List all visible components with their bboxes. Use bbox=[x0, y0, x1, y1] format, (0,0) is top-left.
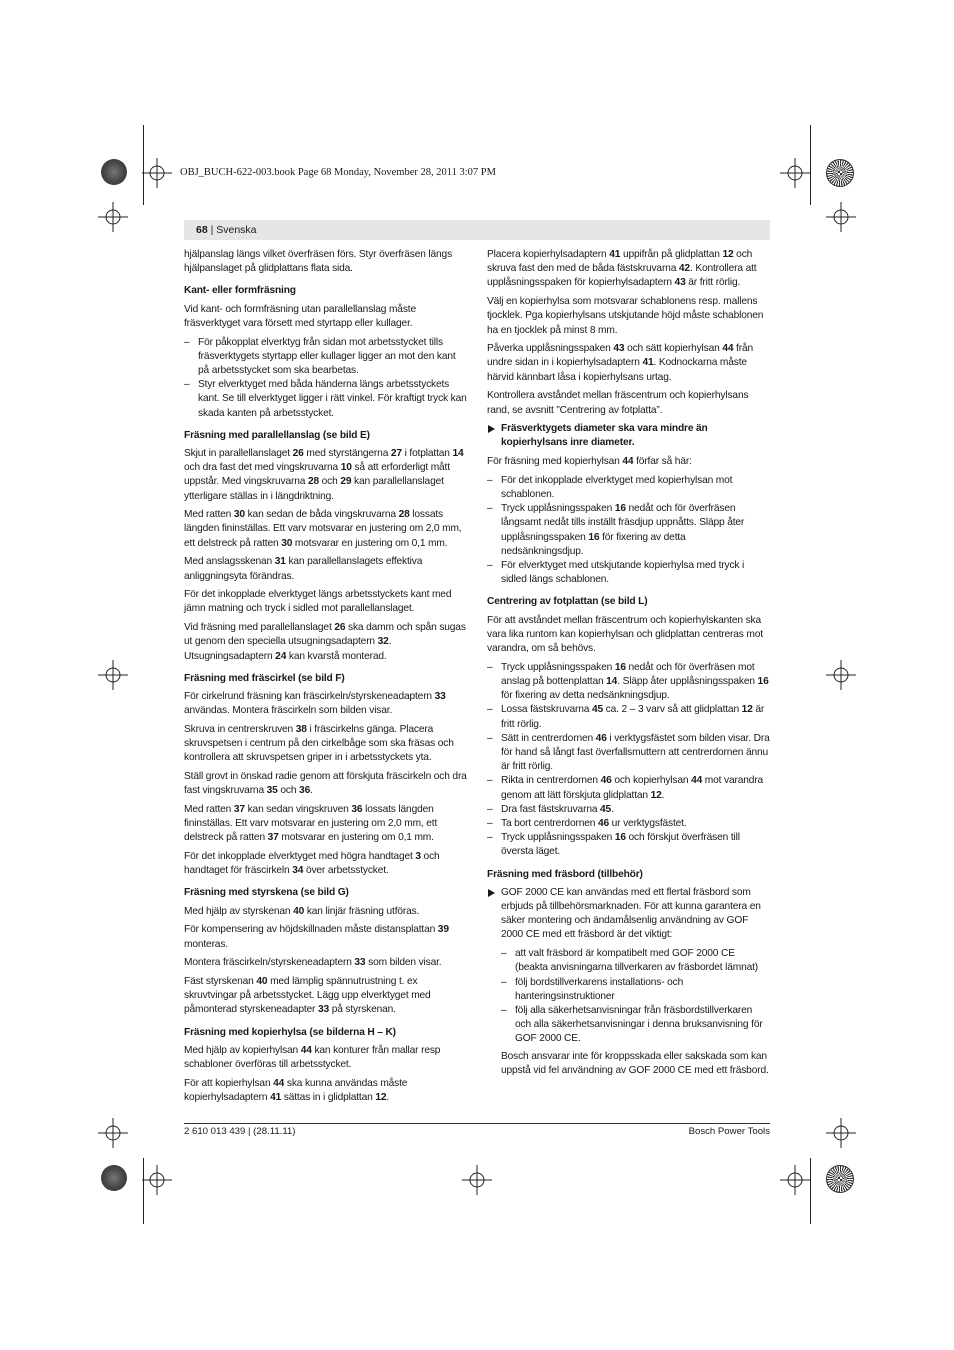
section-heading: Fräsning med fräsbord (tillbehör) bbox=[487, 868, 643, 880]
page-number: 68 bbox=[196, 224, 208, 236]
paragraph: Välj en kopierhylsa som motsvarar schablonens resp. mallens tjocklek. Pga kopierhylsans utskjutande höjd måste schablonen ha en tjocklek på minst 8 mm. bbox=[487, 296, 764, 336]
paragraph: Ställ grovt in önskad radie genom att förskjuta fräscirkeln och dra fast vingskruvarna 35 och 36. bbox=[184, 771, 467, 797]
warning-note: Fräsverktygets diameter ska vara mindre än kopierhylsans inre diameter. bbox=[487, 422, 770, 450]
bullet-list bbox=[184, 336, 467, 421]
paragraph: Kontrollera avståndet mellan fräscentrum och kopierhylsans rand, se avsnitt ”Centrering av fotplatta”. bbox=[487, 390, 749, 416]
bullet-list bbox=[487, 661, 770, 860]
warning-note: GOF 2000 CE kan användas med ett flertal fräsbord som erbjuds på tillbehörsmarknaden. För att kunna garantera en säker montering och ändamålsenlig användning av GOF 2000 CE med ett fräsbord är det viktigt: bbox=[487, 886, 770, 943]
footer-rule bbox=[184, 1123, 770, 1124]
paragraph: Skjut in parallellanslaget 26 med styrstängerna 27 i fotplattan 14 och dra fast det med vingskruvarna 10 så att erforderligt mått uppstår. Med vingskruvarna 28 och 29 kan parallellanslaget ytterligare ställas in i längdriktning. bbox=[184, 447, 464, 502]
bullet-list bbox=[501, 947, 770, 1046]
paragraph: För det inkopplade elverktyget med högra handtaget 3 och handtaget för fräscirkeln 34 över arbetsstycket. bbox=[184, 851, 440, 877]
list-item: – Tryck upplåsningsspaken 16 och förskjut överfräsen till översta läget. bbox=[487, 831, 770, 859]
crosshair-mark bbox=[462, 1165, 492, 1195]
registration-disc bbox=[101, 1165, 127, 1191]
paragraph: Fäst styrskenan 40 med lämplig spännutrustning t. ex skruvtvingar på arbetsstycket. Lägg upp elverktyget med påmonterad styrskeneadapter 33 på styrskenan. bbox=[184, 975, 431, 1016]
list-item: – För elverktyget med utskjutande kopierhylsa med tryck i sidled längs schablonen. bbox=[487, 559, 770, 587]
paragraph: Montera fräscirkeln/styrskeneadaptern 33 som bilden visar. bbox=[184, 957, 442, 969]
arrow-bullet-icon bbox=[488, 889, 495, 897]
list-item: – Ta bort centrerdornen 46 ur verktygsfästet. bbox=[487, 817, 770, 831]
header-language: Svenska bbox=[216, 224, 257, 236]
crosshair-mark bbox=[98, 660, 128, 690]
paragraph: Påverka upplåsningsspaken 43 och sätt kopierhylsan 44 från undre sidan in i kopierhylsadaptern 41. Kodnockarna måste härvid kännbart låsa i kopierhylsans urtag. bbox=[487, 343, 754, 383]
section-heading: Fräsning med parallellanslag (se bild E) bbox=[184, 429, 370, 441]
bullet-list bbox=[487, 474, 770, 588]
paragraph: Placera kopierhylsadaptern 41 uppifrån på glidplattan 12 och skruva fast den med de båda fästskruvarna 42. Kontrollera att upplåsningsspaken för kopierhylsadaptern 43 är fritt rörlig. bbox=[487, 249, 757, 289]
crosshair-mark bbox=[98, 1118, 128, 1148]
footer-brand: Bosch Power Tools bbox=[688, 1126, 770, 1137]
list-item: – följ alla säkerhetsanvisningar från fräsbordstillverkaren och alla säkerhetsanvisningar i denna bruksanvisning för GOF 2000 CE. bbox=[501, 1004, 770, 1047]
list-item: – följ bordstillverkarens installations- och hanteringsinstruktioner bbox=[501, 976, 770, 1004]
crop-line bbox=[810, 1158, 811, 1224]
list-item: – Dra fast fästskruvarna 45. bbox=[487, 803, 770, 817]
list-item: – att valt fräsbord är kompatibelt med GOF 2000 CE (beakta anvisningarna tillverkaren av fräsbordet lämnat) bbox=[501, 947, 770, 975]
paragraph: För att kopierhylsan 44 ska kunna användas måste kopierhylsadaptern 41 sättas in i glidplattan 12. bbox=[184, 1077, 408, 1103]
list-item: – Tryck upplåsningsspaken 16 nedåt och för överfräsen mot anslag på bottenplattan 14. Släpp åter upplåsningsspaken 16 för fixering av detta nedsänkningsdjup. bbox=[487, 661, 770, 704]
header-separator: | bbox=[207, 224, 217, 236]
section-heading: Fräsning med styrskena (se bild G) bbox=[184, 887, 349, 899]
paragraph: Bosch ansvarar inte för kroppsskada eller sakskada som kan uppstå vid fel användning av GOF 2000 CE med ett fräsbord. bbox=[501, 1050, 769, 1076]
paragraph: Skruva in centrerskruven 38 i fräscirkelns gänga. Placera skruvspetsen i centrum på den cirkelbåge som ska fräsas och kontrollera att skruvspetsen griper in i arbetsstyckets yta. bbox=[184, 723, 454, 764]
paragraph: För kompensering av höjdskillnaden måste distansplattan 39 monteras. bbox=[184, 924, 449, 950]
section-heading: Fräsning med kopierhylsa (se bilderna H – K) bbox=[184, 1026, 396, 1038]
paragraph: För fräsning med kopierhylsan 44 förfar så här: bbox=[487, 456, 692, 468]
paragraph: Med ratten 30 kan sedan de båda vingskruvarna 28 lossats längden fininställas. Ett varv motsvarar en justering om 2,0 mm, ett delstreck på ratten 30 motsvarar en justering om 0,1 mm. bbox=[184, 509, 462, 549]
section-heading: Fräsning med fräscirkel (se bild F) bbox=[184, 672, 345, 684]
paragraph: Vid fräsning med parallellanslaget 26 ska damm och spån sugas ut genom den speciella utsugningsadaptern 32. Utsugningsadaptern 24 kan kvarstå monterad. bbox=[184, 622, 466, 662]
crosshair-mark bbox=[780, 158, 810, 188]
list-item: – För det inkopplade elverktyget med kopierhylsan mot schablonen. bbox=[487, 474, 770, 502]
registration-disc bbox=[826, 1165, 854, 1193]
left-column bbox=[184, 248, 467, 1110]
list-item: – För påkopplat elverktyg från sidan mot arbetsstycket tills fräsverktygets styrtapp eller kullager ligger an mot den kant på arbetsstycket som ska bearbetas. bbox=[184, 336, 467, 379]
crosshair-mark bbox=[826, 660, 856, 690]
list-item: – Styr elverktyget med båda händerna längs arbetsstyckets kant. Se till elverktyget ligger i rätt vinkel. För kraftigt tryck kan skada kanten på arbetsstycket. bbox=[184, 378, 467, 421]
crosshair-mark bbox=[98, 202, 128, 232]
registration-disc bbox=[826, 159, 854, 187]
paragraph: För cirkelrund fräsning kan fräscirkeln/styrskeneadaptern 33 användas. Montera fräscirkeln som bilden visar. bbox=[184, 690, 446, 717]
paragraph: Med anslagsskenan 31 kan parallellanslagets effektiva anliggningsyta förändras. bbox=[184, 556, 423, 582]
paragraph: Med hjälp av styrskenan 40 kan linjär fräsning utföras. bbox=[184, 905, 420, 917]
section-heading: Centrering av fotplattan (se bild L) bbox=[487, 596, 648, 608]
footer-doc-number: 2 610 013 439 | (28.11.11) bbox=[184, 1126, 296, 1137]
paragraph: För att avståndet mellan fräscentrum och kopierhylskanten ska vara lika runtom kan kopierhylsan och glidplattan centreras mot varandra, om så behövs. bbox=[487, 614, 763, 655]
paragraph: Med hjälp av kopierhylsan 44 kan konturer från mallar resp schabloner överföras till arbetsstycket. bbox=[184, 1044, 441, 1070]
crosshair-mark bbox=[780, 1165, 810, 1195]
section-heading: Kant- eller formfräsning bbox=[184, 285, 296, 297]
crosshair-mark bbox=[142, 158, 172, 188]
list-item: – Lossa fästskruvarna 45 ca. 2 – 3 varv så att glidplattan 12 är fritt rörlig. bbox=[487, 703, 770, 731]
registration-disc bbox=[101, 159, 127, 185]
crosshair-mark bbox=[826, 202, 856, 232]
crosshair-mark bbox=[142, 1165, 172, 1195]
crosshair-mark bbox=[826, 1118, 856, 1148]
list-item: – Rikta in centrerdornen 46 och kopierhylsan 44 mot varandra genom att lätt förskjuta glidplattan 12. bbox=[487, 774, 770, 802]
crop-line bbox=[810, 125, 811, 205]
list-item: – Tryck upplåsningsspaken 16 nedåt och för överfräsen långsamt nedåt tills inställt fräsdjup uppnåtts. Släpp åter upplåsningsspaken 16 för fixering av detta nedsänkningsdjup. bbox=[487, 502, 770, 559]
arrow-bullet-icon bbox=[488, 425, 495, 433]
right-column bbox=[487, 248, 770, 1082]
paragraph: För det inkopplade elverktyget längs arbetsstyckets kant med jämn matning och tryck i sidled mot parallellanslaget. bbox=[184, 589, 452, 615]
paragraph: Med ratten 37 kan sedan vingskruven 36 lossats längden fininställas. Ett varv motsvarar en justering om 2,0 mm, ett delstreck på ratten 37 motsvarar en justering om 0,1 mm. bbox=[184, 803, 438, 844]
paragraph: hjälpanslag längs vilket överfräsen förs. Styr överfräsen längs hjälpanslaget på glidplattans flata sida. bbox=[184, 249, 453, 275]
print-info: OBJ_BUCH-622-003.book Page 68 Monday, November 28, 2011 3:07 PM bbox=[180, 167, 496, 178]
list-item: – Sätt in centrerdornen 46 i verktygsfästet som bilden visar. Dra för hand så långt fast överfallsmuttern att centrerdornen ännu är fritt rörlig. bbox=[487, 732, 770, 775]
page-header bbox=[184, 220, 770, 240]
paragraph: Vid kant- och formfräsning utan parallellanslag måste fräsverktyget vara försett med styrtapp eller kullager. bbox=[184, 303, 416, 329]
